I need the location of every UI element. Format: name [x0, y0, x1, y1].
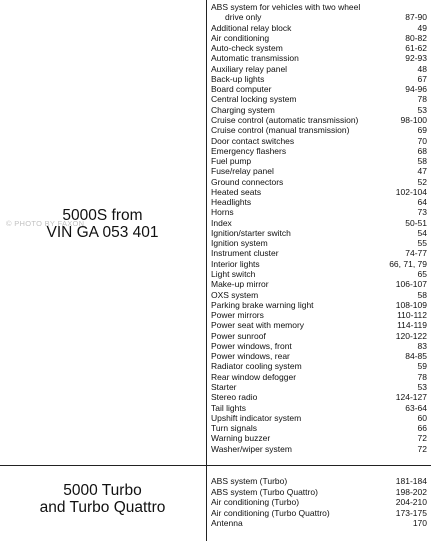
index-entry — [211, 372, 427, 382]
index-entry — [211, 94, 427, 104]
index-entry-label: Instrument cluster — [211, 248, 279, 259]
index-entry-pages: 204-210 — [395, 497, 427, 508]
index-entry-pages: 80-82 — [405, 32, 427, 43]
index-entry-label: OXS system — [211, 289, 259, 300]
index-entry-label: Rear window defogger — [211, 371, 297, 382]
index-entry — [211, 361, 427, 371]
index-entry-pages: 53 — [417, 381, 427, 392]
section-title-line: and Turbo Quattro — [39, 499, 166, 516]
index-entry-pages: 55 — [417, 238, 427, 249]
index-entry-pages: 73 — [417, 207, 427, 218]
index-entry — [211, 74, 427, 84]
index-entry-label: Charging system — [211, 104, 275, 115]
index-entry — [211, 423, 427, 433]
index-entry-label: Horns — [211, 207, 234, 218]
index-entry — [211, 331, 427, 341]
index-entry-pages: 67 — [417, 73, 427, 84]
index-entry-label: Ignition/starter switch — [211, 227, 291, 238]
index-entry-label: ABS system (Turbo) — [211, 476, 288, 486]
index-entry — [211, 290, 427, 300]
index-entry-pages: 54 — [417, 227, 427, 238]
index-entry — [211, 12, 427, 22]
section-titles-column — [0, 0, 205, 541]
index-entry-label: Door contact switches — [211, 135, 295, 146]
index-entry-pages: 68 — [417, 145, 427, 156]
index-entry-pages: 98-100 — [400, 114, 427, 125]
index-entry — [211, 177, 427, 187]
index-entry — [211, 279, 427, 289]
index-entry-pages: 102-104 — [395, 186, 427, 197]
index-entry-label: ABS system (Turbo Quattro) — [211, 486, 318, 497]
index-entry-pages: 173-175 — [395, 507, 427, 518]
index-entry-label: Automatic transmission — [211, 53, 299, 64]
index-entry — [211, 53, 427, 63]
index-entry-pages: 66 — [417, 423, 427, 434]
index-entry — [211, 413, 427, 423]
section-title-line: VIN GA 053 401 — [46, 224, 159, 241]
index-entry-pages: 63-64 — [405, 402, 427, 413]
index-entry-pages: 83 — [417, 340, 427, 351]
index-entry-pages: 65 — [417, 269, 427, 280]
index-entry-pages: 87-90 — [405, 12, 427, 23]
index-entry-label: Power windows, rear — [211, 351, 290, 362]
index-entry — [211, 382, 427, 392]
index-entry — [211, 351, 427, 361]
index-entry-pages: 64 — [417, 197, 427, 208]
index-entry-pages: 53 — [417, 104, 427, 115]
index-entry — [211, 64, 427, 74]
index-entry — [211, 136, 427, 146]
index-entry-pages: 70 — [417, 135, 427, 146]
index-entry-label: Auto-check system — [211, 43, 283, 54]
index-entry-label: Stereo radio — [211, 392, 258, 403]
index-entry — [211, 310, 427, 320]
index-entry — [211, 300, 427, 310]
index-entry-pages: 106-107 — [395, 279, 427, 290]
index-entry — [211, 508, 427, 518]
index-entry-label: Auxiliary relay panel — [211, 63, 288, 74]
index-entry-pages: 170 — [412, 518, 427, 529]
index-entry-label: Make-up mirror — [211, 279, 269, 290]
index-entry-label: Cruise control (automatic transmission) — [211, 114, 359, 125]
index-entry-pages: 66, 71, 79 — [389, 258, 427, 269]
index-entry-pages: 110-112 — [397, 310, 427, 321]
index-entry-label: Upshift indicator system — [211, 412, 302, 423]
index-entry-pages: 74-77 — [405, 248, 427, 259]
index-entry-label: Washer/wiper system — [211, 443, 292, 454]
index-entry-label: Antenna — [211, 518, 243, 529]
photo-watermark: © PHOTO BY FAXON — [6, 219, 85, 228]
index-entry — [211, 156, 427, 166]
index-entry-label: Air conditioning — [211, 32, 270, 43]
index-entry-pages: 94-96 — [405, 84, 427, 95]
index-entry — [211, 487, 427, 497]
index-entry — [211, 207, 427, 217]
index-entry-label: Power sunroof — [211, 330, 266, 341]
index-entry-label: Index — [211, 217, 232, 228]
index-entry-label: Additional relay block — [211, 22, 292, 33]
index-entry-label: Headlights — [211, 197, 252, 208]
section-title-line: 5000 Turbo — [63, 482, 142, 499]
index-entry-label: Warning buzzer — [211, 433, 271, 444]
index-entry-pages: 47 — [417, 166, 427, 177]
index-entry-pages: 72 — [417, 443, 427, 454]
index-entry-label: ABS system for vehicles with two wheel — [211, 2, 361, 12]
index-entry — [211, 497, 427, 507]
index-entry — [211, 33, 427, 43]
index-entry — [211, 341, 427, 351]
index-entry-label: Tail lights — [211, 402, 246, 413]
index-entry-pages: 58 — [417, 156, 427, 167]
index-entry-pages: 59 — [417, 361, 427, 372]
index-entry — [211, 146, 427, 156]
index-entry-label: Air conditioning (Turbo Quattro) — [211, 507, 330, 518]
index-entry-label: drive only — [225, 12, 262, 23]
index-entry-label: Heated seats — [211, 186, 262, 197]
index-entry — [211, 320, 427, 330]
index-entry — [211, 105, 427, 115]
index-entry-label: Ignition system — [211, 238, 268, 249]
index-entry-pages: 72 — [417, 433, 427, 444]
index-entry-label: Parking brake warning light — [211, 299, 314, 310]
index-entry-label: Fuse/relay panel — [211, 166, 274, 177]
index-entry-label: Power seat with memory — [211, 320, 305, 331]
index-entry-label: Turn signals — [211, 423, 257, 434]
index-entry — [211, 197, 427, 207]
index-entry — [211, 476, 427, 486]
index-entry-pages: 198-202 — [395, 486, 427, 497]
index-entry-label: Fuel pump — [211, 156, 252, 167]
index-entry — [211, 166, 427, 176]
section-title-line: 5000S from — [62, 207, 143, 224]
section-title-5000s — [0, 207, 205, 241]
index-entry — [211, 23, 427, 33]
index-entry-label: Starter — [211, 381, 237, 392]
index-entry-pages: 114-119 — [397, 320, 427, 331]
index-entry-label: Ground connectors — [211, 176, 284, 187]
index-entry — [211, 392, 427, 402]
index-entry-pages: 84-85 — [405, 351, 427, 362]
index-entry-label: Central locking system — [211, 94, 297, 105]
index-entry — [211, 115, 427, 125]
index-entry-pages: 92-93 — [405, 53, 427, 64]
index-entry-pages: 49 — [417, 22, 427, 33]
index-entry — [211, 2, 427, 12]
index-entry — [211, 187, 427, 197]
index-entry-label: Air conditioning (Turbo) — [211, 497, 300, 508]
index-entry — [211, 518, 427, 528]
index-entry-pages: 60 — [417, 412, 427, 423]
index-entry-pages: 181-184 — [395, 476, 427, 486]
index-entry — [211, 125, 427, 135]
index-entry — [211, 433, 427, 443]
index-entry-label: Board computer — [211, 84, 272, 95]
index-entry — [211, 84, 427, 94]
index-entry-pages: 50-51 — [405, 217, 427, 228]
index-entry-label: Back-up lights — [211, 73, 265, 84]
index-entry — [211, 238, 427, 248]
index-entry-pages: 69 — [417, 125, 427, 136]
index-entry — [211, 228, 427, 238]
index-entry-pages: 78 — [417, 94, 427, 105]
index-entry-label: Interior lights — [211, 258, 260, 269]
section-divider — [0, 465, 431, 466]
index-entry-label: Power mirrors — [211, 310, 264, 321]
index-entry — [211, 43, 427, 53]
index-entry-pages: 124-127 — [395, 392, 427, 403]
index-entry-pages: 108-109 — [395, 299, 427, 310]
column-divider — [206, 0, 207, 541]
index-entry-pages: 120-122 — [395, 330, 427, 341]
index-entry — [211, 444, 427, 454]
section-title-5000-turbo — [0, 482, 205, 516]
index-entry-pages: 58 — [417, 289, 427, 300]
index-entry-label: Light switch — [211, 269, 256, 280]
index-entry-pages: 48 — [417, 63, 427, 74]
index-entry-label: Radiator cooling system — [211, 361, 302, 372]
index-entry — [211, 248, 427, 258]
index-entry — [211, 269, 427, 279]
index-entry-pages: 52 — [417, 176, 427, 187]
index-entry — [211, 218, 427, 228]
index-entry-label: Power windows, front — [211, 340, 292, 351]
index-entry — [211, 403, 427, 413]
index-entry-label: Cruise control (manual transmission) — [211, 125, 350, 136]
index-entry-label: Emergency flashers — [211, 145, 287, 156]
index-entry — [211, 259, 427, 269]
index-entry-pages: 61-62 — [405, 43, 427, 54]
index-entry-pages: 78 — [417, 371, 427, 382]
